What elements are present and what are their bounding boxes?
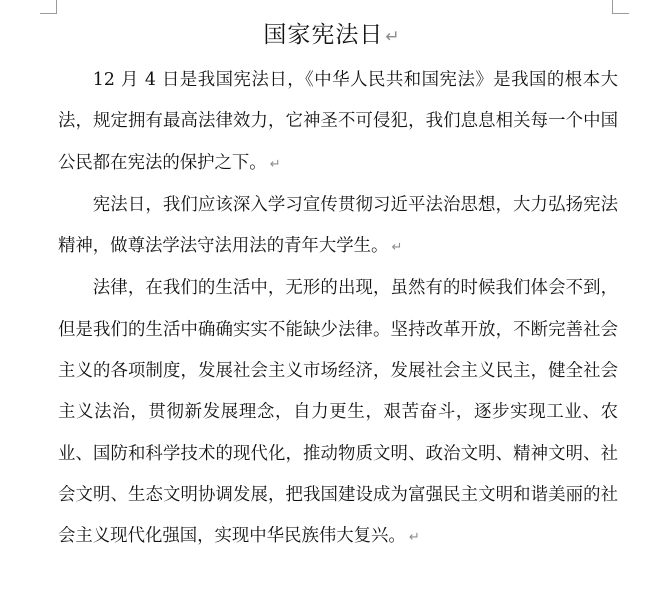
- paragraph-3[interactable]: [58, 268, 618, 558]
- top-right-margin-mark: [612, 0, 629, 14]
- paragraph-mark-icon: ↵: [408, 530, 420, 546]
- paragraph-1-text: 12 月 4 日是我国宪法日，《中华人民共和国宪法》是我国的根本大法，规定拥有最高法律效力，它神圣不可侵犯，我们息息相关每一个中国公民都在宪法的保护之下。: [58, 70, 618, 173]
- paragraph-mark-icon: ↵: [269, 156, 281, 172]
- paragraph-mark-icon: ↵: [385, 27, 401, 47]
- top-left-margin-mark: [40, 0, 57, 14]
- paragraph-1[interactable]: [58, 60, 618, 185]
- document-title: 国家宪法日: [263, 22, 384, 48]
- paragraph-3-text: 法律，在我们的生活中，无形的出现，虽然有的时候我们体会不到，但是我们的生活中确确实实不能缺少法律。坚持改革开放，不断完善社会主义的各项制度，发展社会主义市场经济，发展社会主义民主，健全社会主义法治，贯彻新发展理念，自力更生，艰苦奋斗，逐步实现工业、农业、国防和科学技术的现代化，推动物质文明、政治文明、精神文明、社会文明、生态文明协调发展，把我国建设成为富强民主文明和谐美丽的社会主义现代化强国，实现中华民族伟大复兴。: [58, 278, 618, 547]
- paragraph-mark-icon: ↵: [391, 240, 403, 256]
- paragraph-2-text: 宪法日，我们应该深入学习宣传贯彻习近平法治思想，大力弘扬宪法精神，做尊法学法守法用法的青年大学生。: [58, 194, 618, 257]
- document-body[interactable]: [58, 60, 618, 559]
- document-title-line[interactable]: [0, 19, 664, 53]
- paragraph-2[interactable]: [58, 185, 618, 269]
